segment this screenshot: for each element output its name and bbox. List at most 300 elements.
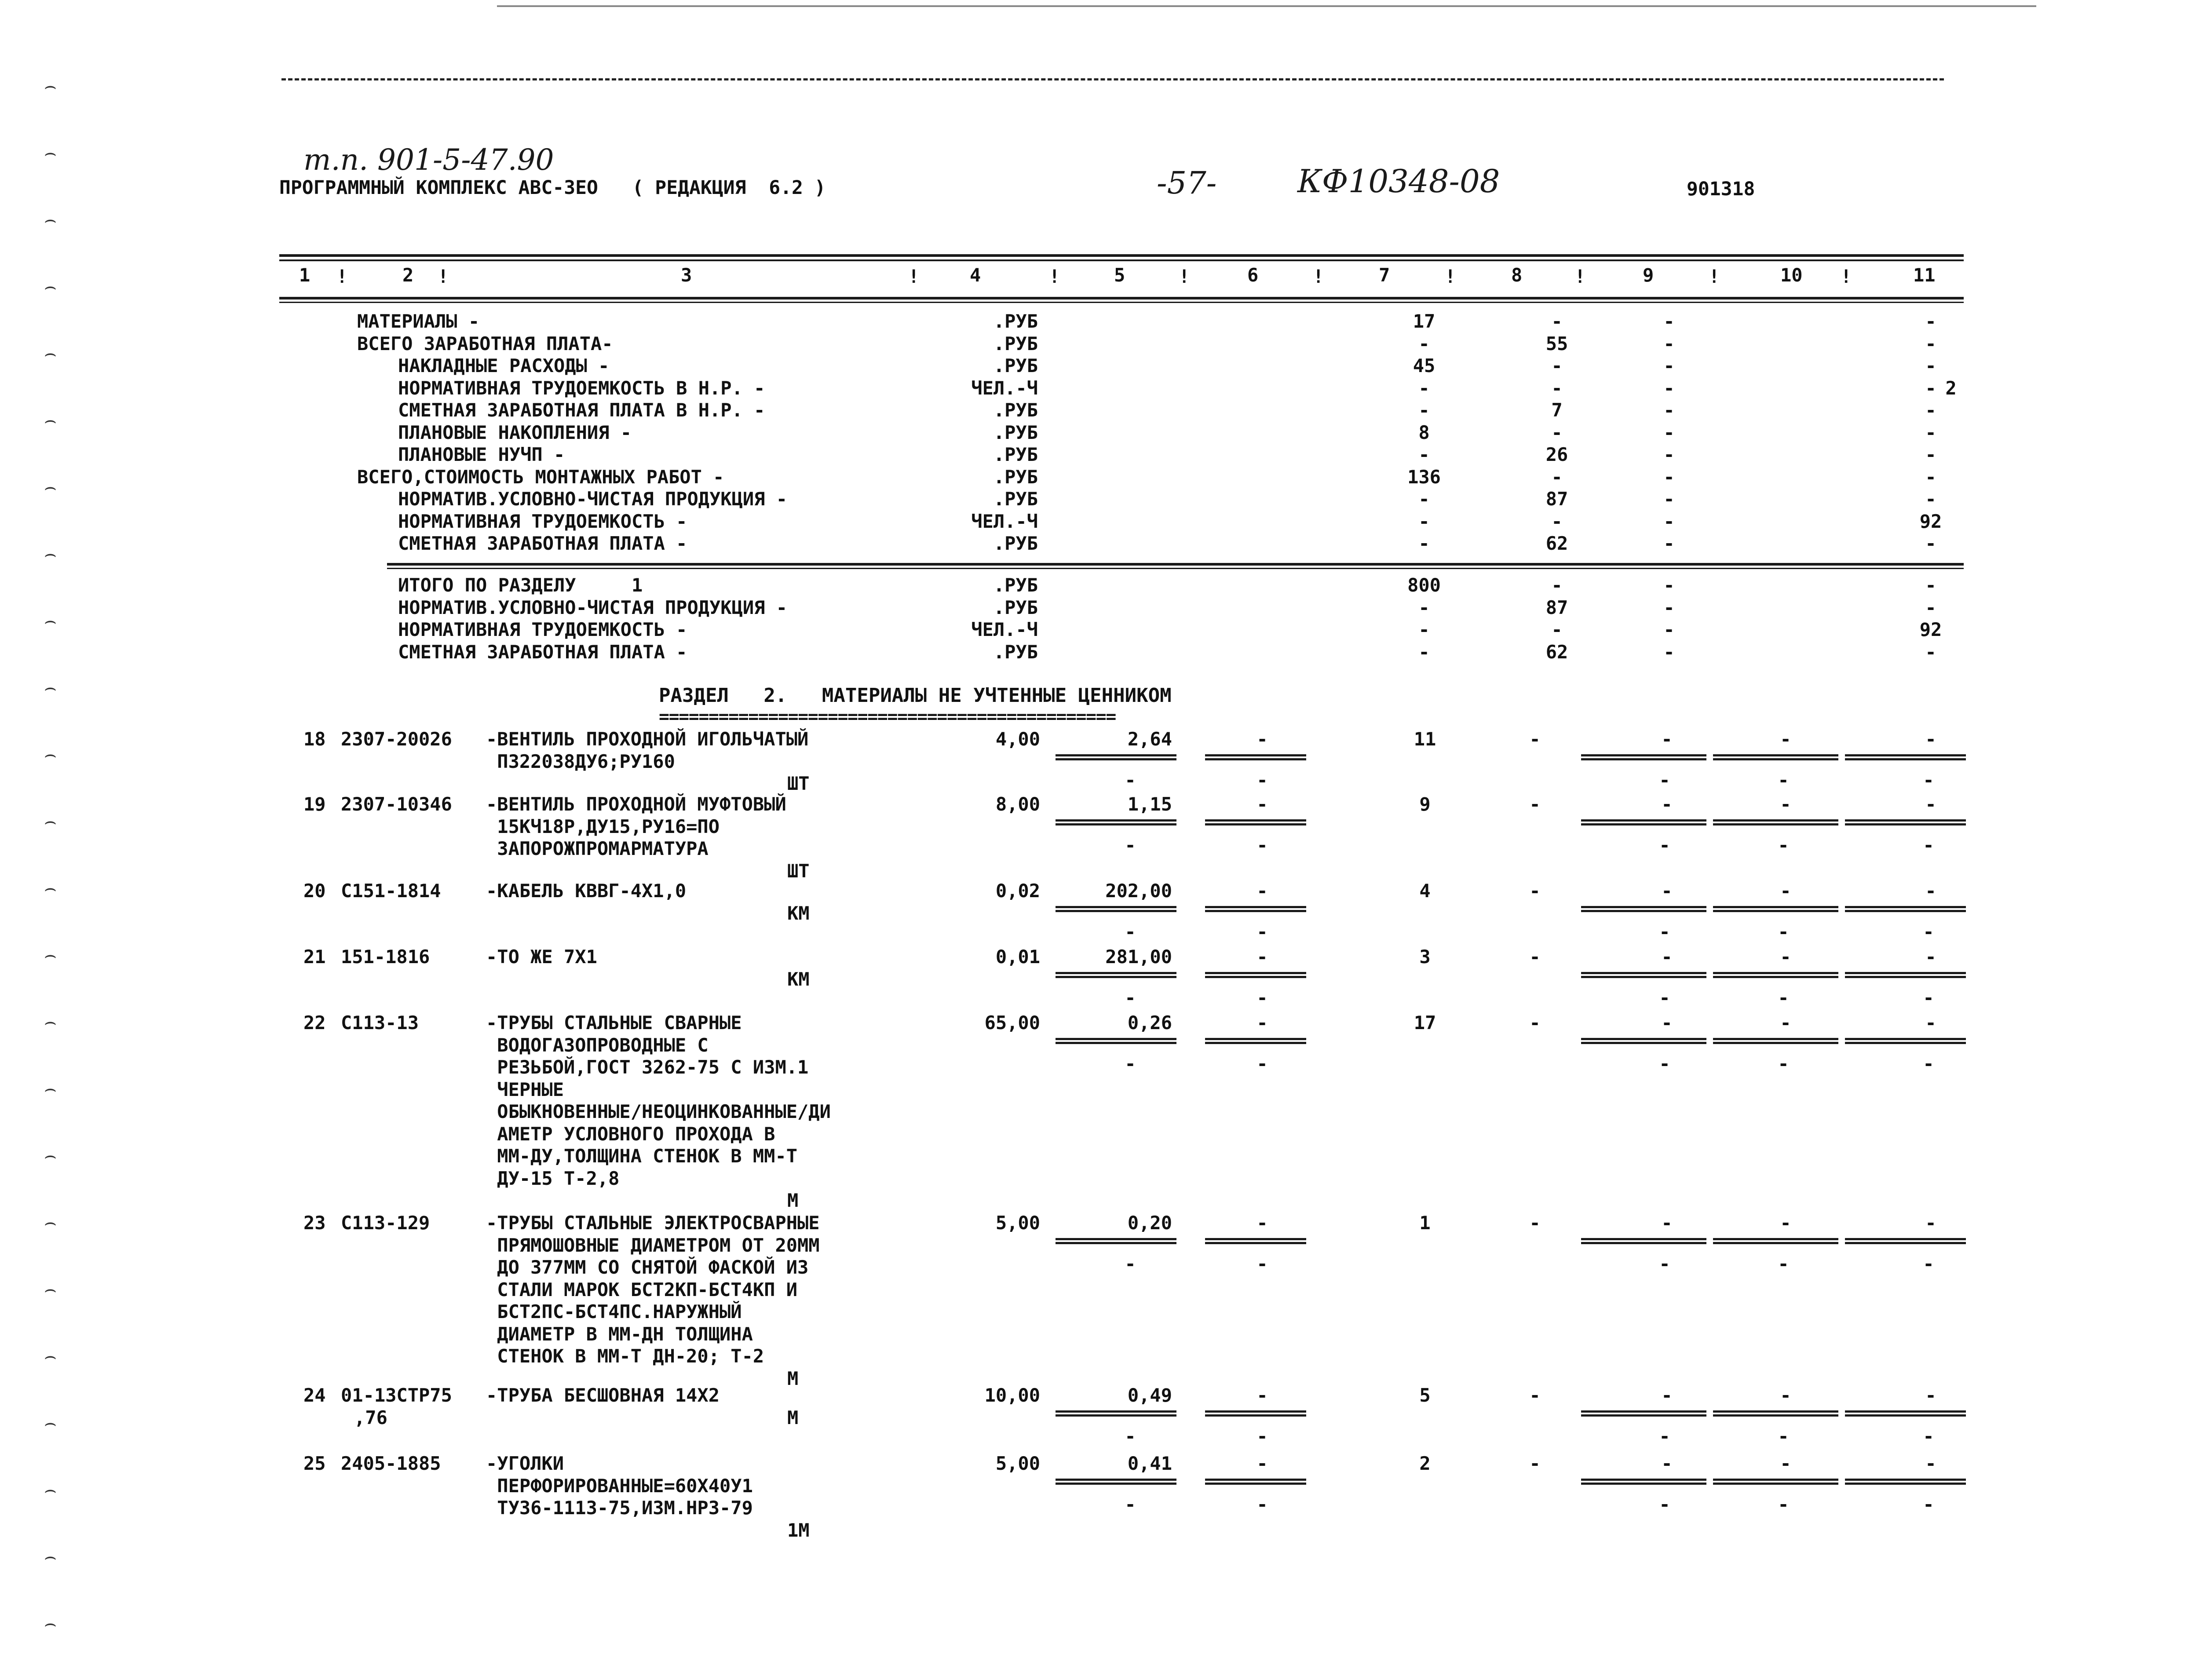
summary-value-c11: - xyxy=(1925,488,1936,510)
column-number: 2 xyxy=(402,264,414,286)
margin-mark: ⌢ xyxy=(44,1479,57,1501)
item-underline xyxy=(1581,906,1706,908)
item-subtotal-dash: - xyxy=(1659,1253,1670,1275)
item-description-line: ДУ-15 Т-2,8 xyxy=(486,1167,620,1189)
summary-label: НОРМАТИВНАЯ ТРУДОЕМКОСТЬ - xyxy=(398,510,687,532)
summary-value-c8: 26 xyxy=(1545,444,1568,465)
item-underline-2 xyxy=(1713,1414,1838,1417)
item-description-line: РЕЗЬБОЙ,ГОСТ 3262-75 С ИЗМ.1 xyxy=(486,1056,809,1078)
item-subtotal-dash: - xyxy=(1923,834,1934,856)
item-col11: - xyxy=(1925,1384,1936,1406)
item-underline-2 xyxy=(1581,823,1706,825)
column-number: 7 xyxy=(1379,264,1390,286)
item-description-line: -ВЕНТИЛЬ ПРОХОДНОЙ МУФТОВЫЙ xyxy=(486,793,786,815)
item-col6: - xyxy=(1257,1012,1268,1034)
column-separator: ! xyxy=(1313,266,1324,287)
summary-value-c7: - xyxy=(1418,488,1430,510)
item-col11: - xyxy=(1925,793,1936,815)
item-code: С151-1814 xyxy=(341,880,441,902)
item-subtotal-dash: - xyxy=(1923,1253,1934,1275)
item-col8: - xyxy=(1529,793,1541,815)
summary-value-c11: - xyxy=(1925,355,1936,376)
summary-value-c7: - xyxy=(1418,510,1430,532)
margin-mark: ⌢ xyxy=(44,1612,57,1635)
item-unit: ШТ xyxy=(787,860,810,882)
summary-value-c9: - xyxy=(1663,332,1675,354)
item-code: С113-129 xyxy=(341,1212,430,1234)
summary-value-c9: - xyxy=(1663,533,1675,554)
item-description-line: -КАБЕЛЬ КВВГ-4Х1,0 xyxy=(486,880,687,902)
item-col6: - xyxy=(1257,1384,1268,1406)
item-underline-2 xyxy=(1713,758,1838,760)
item-subtotal-dash: - xyxy=(1923,921,1934,942)
summary-value-c9: - xyxy=(1663,421,1675,443)
program-title: ПРОГРАММНЫЙ КОМПЛЕКС АВС-ЗЕО ( РЕДАКЦИЯ 6.2 ) xyxy=(279,177,826,199)
item-unit: ШТ xyxy=(787,773,810,794)
item-underline xyxy=(1581,819,1706,822)
item-col11: - xyxy=(1925,728,1936,750)
item-unit: М xyxy=(787,1190,799,1211)
item-subtotal-dash: - xyxy=(1659,1053,1670,1074)
item-underline xyxy=(1056,1238,1176,1240)
item-col7: 17 xyxy=(1414,1012,1436,1034)
item-code: 2307-10346 xyxy=(341,793,452,815)
summary-value-c8: - xyxy=(1551,310,1563,332)
item-col8: - xyxy=(1529,946,1541,968)
summary-value-c9: - xyxy=(1663,574,1675,596)
item-subtotal-dash: - xyxy=(1125,987,1136,1008)
item-underline xyxy=(1713,1410,1838,1413)
summary-value-c7: - xyxy=(1418,641,1430,663)
item-underline-2 xyxy=(1845,1483,1966,1485)
summary-separator xyxy=(387,563,1964,566)
table-top-rule xyxy=(279,254,1964,257)
item-description-line: ОБЫКНОВЕННЫЕ/НЕОЦИНКОВАННЫЕ/ДИ xyxy=(486,1101,831,1122)
summary-label: СМЕТНАЯ ЗАРАБОТНАЯ ПЛАТА - xyxy=(398,641,687,663)
summary-value-c8: - xyxy=(1551,355,1563,376)
item-underline-2 xyxy=(1845,823,1966,825)
section-title-underline: ============================================== xyxy=(659,707,1116,727)
item-number: 21 xyxy=(303,946,326,968)
item-underline xyxy=(1581,1479,1706,1481)
item-underline-2 xyxy=(1056,1042,1176,1044)
item-underline xyxy=(1845,1410,1966,1413)
margin-mark: ⌢ xyxy=(44,342,57,365)
item-description-line: АМЕТР УСЛОВНОГО ПРОХОДА В xyxy=(486,1123,775,1145)
item-subtotal-dash: - xyxy=(1923,1494,1934,1515)
handwritten-project-code: т.п. 901-5-47.90 xyxy=(303,143,554,177)
summary-label: НОРМАТИВНАЯ ТРУДОЕМКОСТЬ - xyxy=(398,619,687,640)
item-subtotal-dash: - xyxy=(1257,1425,1268,1447)
item-underline-2 xyxy=(1056,758,1176,760)
item-underline-2 xyxy=(1205,823,1306,825)
column-number: 5 xyxy=(1114,264,1125,286)
doc-number: 901318 xyxy=(1687,178,1755,200)
summary-label: НОРМАТИВ.УСЛОВНО-ЧИСТАЯ ПРОДУКЦИЯ - xyxy=(398,596,788,618)
summary-value-c8: - xyxy=(1551,574,1563,596)
item-code-continuation: ,76 xyxy=(354,1406,387,1428)
item-unit: 1М xyxy=(787,1519,810,1541)
summary-value-c11: - xyxy=(1925,596,1936,618)
summary-separator-2 xyxy=(387,568,1964,569)
item-col10: - xyxy=(1780,728,1791,750)
summary-value-c8: 62 xyxy=(1545,641,1568,663)
column-separator: ! xyxy=(1049,266,1060,287)
item-subtotal-dash: - xyxy=(1125,1494,1136,1515)
item-underline-2 xyxy=(1056,1242,1176,1244)
item-col9: - xyxy=(1661,880,1673,902)
item-col7: 9 xyxy=(1419,793,1431,815)
summary-value-c11: - xyxy=(1925,641,1936,663)
margin-mark: ⌢ xyxy=(44,1545,57,1568)
item-description-line: -ТО ЖЕ 7Х1 xyxy=(486,946,597,968)
item-col6: - xyxy=(1257,1212,1268,1234)
summary-label: НОРМАТИВ.УСЛОВНО-ЧИСТАЯ ПРОДУКЦИЯ - xyxy=(398,488,788,510)
scan-top-line xyxy=(497,5,2036,7)
item-col11: - xyxy=(1925,880,1936,902)
margin-mark: ⌢ xyxy=(44,1278,57,1300)
item-col9: - xyxy=(1661,1012,1673,1034)
item-underline xyxy=(1845,754,1966,756)
item-description-line: ЧЕРНЫЕ xyxy=(486,1078,564,1100)
item-subtotal-dash: - xyxy=(1778,987,1789,1008)
item-underline-2 xyxy=(1845,1042,1966,1044)
item-underline-2 xyxy=(1056,976,1176,978)
item-col6: - xyxy=(1257,1453,1268,1474)
item-underline xyxy=(1713,906,1838,908)
summary-value-c11: - xyxy=(1925,466,1936,488)
column-separator: ! xyxy=(1841,266,1852,287)
item-description-line: БСТ2ПС-БСТ4ПС.НАРУЖНЫЙ xyxy=(486,1301,742,1322)
item-underline xyxy=(1056,972,1176,974)
summary-value-c7: 17 xyxy=(1413,310,1436,332)
item-subtotal-dash: - xyxy=(1257,1494,1268,1515)
margin-mark: ⌢ xyxy=(44,1412,57,1434)
column-separator: ! xyxy=(1445,266,1456,287)
item-col9: - xyxy=(1661,793,1673,815)
item-number: 19 xyxy=(303,793,326,815)
margin-mark: ⌢ xyxy=(44,1011,57,1033)
summary-value-c11: - xyxy=(1925,399,1936,421)
summary-value-c9: - xyxy=(1663,596,1675,618)
item-underline xyxy=(1713,1479,1838,1481)
item-description-line: ВОДОГАЗОПРОВОДНЫЕ С xyxy=(486,1034,709,1056)
item-subtotal-dash: - xyxy=(1778,769,1789,791)
item-col10: - xyxy=(1780,1384,1791,1406)
item-col7: 1 xyxy=(1419,1212,1431,1234)
item-underline-2 xyxy=(1205,1042,1306,1044)
item-subtotal-dash: - xyxy=(1257,834,1268,856)
item-col9: - xyxy=(1661,1212,1673,1234)
item-subtotal-dash: - xyxy=(1778,1425,1789,1447)
item-underline-2 xyxy=(1205,1483,1306,1485)
summary-label: НАКЛАДНЫЕ РАСХОДЫ - xyxy=(398,355,610,376)
summary-value-c9: - xyxy=(1663,619,1675,640)
item-col8: - xyxy=(1529,1212,1541,1234)
summary-value-c9: - xyxy=(1663,399,1675,421)
item-code: 151-1816 xyxy=(341,946,430,968)
item-underline-2 xyxy=(1713,1483,1838,1485)
item-description-line: П322038ДУ6;РУ160 xyxy=(486,750,675,772)
item-underline-2 xyxy=(1845,1242,1966,1244)
item-col10: - xyxy=(1780,1212,1791,1234)
item-code: 01-13СТР75 xyxy=(341,1384,452,1406)
item-subtotal-dash: - xyxy=(1125,921,1136,942)
summary-label: СМЕТНАЯ ЗАРАБОТНАЯ ПЛАТА В Н.Р. - xyxy=(398,399,765,421)
summary-value-c9: - xyxy=(1663,488,1675,510)
summary-label: ВСЕГО ЗАРАБОТНАЯ ПЛАТА- xyxy=(357,332,613,354)
item-subtotal-dash: - xyxy=(1659,1425,1670,1447)
item-subtotal-dash: - xyxy=(1778,1053,1789,1074)
column-separator: ! xyxy=(1179,266,1190,287)
column-separator: ! xyxy=(908,266,920,287)
item-col6: - xyxy=(1257,946,1268,968)
item-description-line: ПЕРФОРИРОВАННЫЕ=60Х40У1 xyxy=(486,1475,753,1497)
column-header-rule-2 xyxy=(279,302,1964,303)
item-col8: - xyxy=(1529,1453,1541,1474)
summary-value-c9: - xyxy=(1663,641,1675,663)
summary-value-c8: - xyxy=(1551,510,1563,532)
item-subtotal-dash: - xyxy=(1778,1253,1789,1275)
summary-value-c8: - xyxy=(1551,466,1563,488)
item-underline-2 xyxy=(1713,976,1838,978)
summary-value-c9: - xyxy=(1663,510,1675,532)
summary-label: ИТОГО ПО РАЗДЕЛУ 1 xyxy=(398,574,643,596)
column-header-rule xyxy=(279,297,1964,299)
summary-value-c11: 92 xyxy=(1919,510,1942,532)
item-underline-2 xyxy=(1581,1042,1706,1044)
item-unit: М xyxy=(787,1406,799,1428)
item-col10: - xyxy=(1780,880,1791,902)
item-underline xyxy=(1713,1038,1838,1040)
margin-mark: ⌢ xyxy=(44,877,57,899)
item-underline-2 xyxy=(1056,910,1176,912)
item-underline xyxy=(1056,819,1176,822)
summary-value-c11: - xyxy=(1925,310,1936,332)
item-underline-2 xyxy=(1056,1483,1176,1485)
item-number: 24 xyxy=(303,1384,326,1406)
item-description-line: СТАЛИ МАРОК БСТ2КП-БСТ4КП И xyxy=(486,1278,798,1300)
summary-value-c7: - xyxy=(1418,533,1430,554)
handwritten-doc-number: КФ10348-08 xyxy=(1297,163,1500,200)
summary-value-c12: 2 xyxy=(1945,377,1957,399)
item-underline xyxy=(1056,906,1176,908)
summary-value-c11: - xyxy=(1925,574,1936,596)
item-underline-2 xyxy=(1581,1242,1706,1244)
item-underline xyxy=(1205,1479,1306,1481)
summary-value-c11: - xyxy=(1925,332,1936,354)
summary-label: МАТЕРИАЛЫ - xyxy=(357,310,480,332)
item-underline-2 xyxy=(1581,976,1706,978)
item-number: 18 xyxy=(303,728,326,750)
item-number: 22 xyxy=(303,1012,326,1034)
item-underline xyxy=(1713,819,1838,822)
summary-value-c7: - xyxy=(1418,444,1430,465)
item-description-line: ДО 377ММ СО СНЯТОЙ ФАСКОЙ ИЗ xyxy=(486,1256,809,1278)
item-underline xyxy=(1581,972,1706,974)
summary-value-c9: - xyxy=(1663,444,1675,465)
item-underline xyxy=(1205,1238,1306,1240)
item-col8: - xyxy=(1529,1012,1541,1034)
item-description-line: ДИАМЕТР В ММ-ДН ТОЛЩИНА xyxy=(486,1323,753,1345)
margin-mark: ⌢ xyxy=(44,208,57,231)
item-underline xyxy=(1056,1038,1176,1040)
item-underline xyxy=(1845,1038,1966,1040)
summary-value-c11: - xyxy=(1925,533,1936,554)
summary-value-c9: - xyxy=(1663,466,1675,488)
item-description-line: 15КЧ18Р,ДУ15,РУ16=ПО xyxy=(486,815,720,837)
item-underline xyxy=(1845,819,1966,822)
item-description-line: -ТРУБЫ СТАЛЬНЫЕ СВАРНЫЕ xyxy=(486,1012,742,1034)
item-subtotal-dash: - xyxy=(1659,769,1670,791)
margin-mark: ⌢ xyxy=(44,543,57,565)
item-underline xyxy=(1205,754,1306,756)
summary-value-c8: - xyxy=(1551,421,1563,443)
item-col9: - xyxy=(1661,1453,1673,1474)
item-col9: - xyxy=(1661,946,1673,968)
summary-value-c8: - xyxy=(1551,377,1563,399)
item-underline xyxy=(1845,972,1966,974)
margin-mark: ⌢ xyxy=(44,409,57,431)
item-unit: КМ xyxy=(787,968,810,990)
item-underline-2 xyxy=(1205,976,1306,978)
item-number: 20 xyxy=(303,880,326,902)
item-col10: - xyxy=(1780,946,1791,968)
margin-mark: ⌢ xyxy=(44,810,57,833)
column-number: 1 xyxy=(299,264,310,286)
item-subtotal-dash: - xyxy=(1257,1253,1268,1275)
summary-value-c11: 92 xyxy=(1919,619,1942,640)
column-number: 4 xyxy=(970,264,981,286)
item-underline-2 xyxy=(1713,910,1838,912)
item-description-line: СТЕНОК В ММ-Т ДН-20; Т-2 xyxy=(486,1345,764,1367)
item-underline xyxy=(1713,972,1838,974)
column-separator: ! xyxy=(1709,266,1720,287)
summary-value-c7: 800 xyxy=(1407,574,1441,596)
item-subtotal-dash: - xyxy=(1257,769,1268,791)
item-subtotal-dash: - xyxy=(1659,1494,1670,1515)
margin-mark: ⌢ xyxy=(44,1345,57,1367)
scan-edge-line xyxy=(281,78,1944,80)
summary-value-c9: - xyxy=(1663,377,1675,399)
item-subtotal-dash: - xyxy=(1257,1053,1268,1074)
item-underline-2 xyxy=(1713,1242,1838,1244)
item-subtotal-dash: - xyxy=(1659,921,1670,942)
item-subtotal-dash: - xyxy=(1923,769,1934,791)
summary-value-c8: 55 xyxy=(1545,332,1568,354)
item-subtotal-dash: - xyxy=(1257,921,1268,942)
summary-value-c7: - xyxy=(1418,619,1430,640)
summary-value-c8: - xyxy=(1551,619,1563,640)
item-underline-2 xyxy=(1581,1483,1706,1485)
item-number: 23 xyxy=(303,1212,326,1234)
item-subtotal-dash: - xyxy=(1125,1053,1136,1074)
column-number: 9 xyxy=(1643,264,1654,286)
item-col8: - xyxy=(1529,880,1541,902)
item-underline xyxy=(1713,1238,1838,1240)
item-subtotal-dash: - xyxy=(1778,1494,1789,1515)
summary-value-c7: - xyxy=(1418,596,1430,618)
item-underline-2 xyxy=(1845,910,1966,912)
summary-label: НОРМАТИВНАЯ ТРУДОЕМКОСТЬ В Н.Р. - xyxy=(398,377,765,399)
item-underline-2 xyxy=(1581,758,1706,760)
item-col8: - xyxy=(1529,728,1541,750)
column-number: 10 xyxy=(1780,264,1803,286)
summary-value-c7: - xyxy=(1418,377,1430,399)
item-description-line: -ТРУБЫ СТАЛЬНЫЕ ЭЛЕКТРОСВАРНЫЕ xyxy=(486,1212,820,1234)
item-subtotal-dash: - xyxy=(1923,1425,1934,1447)
item-col11: - xyxy=(1925,1453,1936,1474)
item-underline-2 xyxy=(1845,976,1966,978)
column-separator: ! xyxy=(336,266,348,287)
margin-mark: ⌢ xyxy=(44,676,57,699)
item-underline xyxy=(1205,819,1306,822)
summary-value-c7: 8 xyxy=(1418,421,1430,443)
item-underline-2 xyxy=(1205,1242,1306,1244)
summary-value-c7: - xyxy=(1418,332,1430,354)
summary-value-c11: - xyxy=(1925,421,1936,443)
item-description-line: ММ-ДУ,ТОЛЩИНА СТЕНОК В ММ-Т xyxy=(486,1145,798,1167)
item-col11: - xyxy=(1925,1012,1936,1034)
item-col11: - xyxy=(1925,946,1936,968)
item-description-line: ПРЯМОШОВНЫЕ ДИАМЕТРОМ ОТ 20ММ xyxy=(486,1234,820,1256)
item-col6: - xyxy=(1257,728,1268,750)
column-separator: ! xyxy=(1574,266,1586,287)
item-subtotal-dash: - xyxy=(1257,987,1268,1008)
item-subtotal-dash: - xyxy=(1125,1425,1136,1447)
column-number: 6 xyxy=(1247,264,1259,286)
item-number: 25 xyxy=(303,1453,326,1474)
item-description-line: -ТРУБА БЕСШОВНАЯ 14Х2 xyxy=(486,1384,720,1406)
margin-mark: ⌢ xyxy=(44,610,57,632)
margin-mark: ⌢ xyxy=(44,1144,57,1167)
item-underline xyxy=(1205,972,1306,974)
item-subtotal-dash: - xyxy=(1923,1053,1934,1074)
item-col7: 11 xyxy=(1414,728,1436,750)
item-col6: - xyxy=(1257,793,1268,815)
item-underline-2 xyxy=(1205,1414,1306,1417)
column-number: 8 xyxy=(1511,264,1523,286)
item-underline xyxy=(1205,1038,1306,1040)
item-description-line: -ВЕНТИЛЬ ПРОХОДНОЙ ИГОЛЬЧАТЫЙ xyxy=(486,728,809,750)
item-subtotal-dash: - xyxy=(1659,834,1670,856)
item-underline-2 xyxy=(1581,1414,1706,1417)
margin-mark: ⌢ xyxy=(44,75,57,97)
item-underline xyxy=(1845,1238,1966,1240)
item-underline xyxy=(1205,1410,1306,1413)
item-col6: - xyxy=(1257,880,1268,902)
item-col10: - xyxy=(1780,793,1791,815)
summary-label: ПЛАНОВЫЕ НУЧП - xyxy=(398,444,565,465)
item-col8: - xyxy=(1529,1384,1541,1406)
item-subtotal-dash: - xyxy=(1778,834,1789,856)
item-subtotal-dash: - xyxy=(1125,834,1136,856)
item-code: 2405-1885 xyxy=(341,1453,441,1474)
item-underline xyxy=(1581,1038,1706,1040)
item-underline xyxy=(1713,754,1838,756)
section-title: РАЗДЕЛ 2. МАТЕРИАЛЫ НЕ УЧТЕННЫЕ ЦЕННИКОМ xyxy=(659,684,1172,707)
summary-label: СМЕТНАЯ ЗАРАБОТНАЯ ПЛАТА - xyxy=(398,533,687,554)
summary-label: ВСЕГО,СТОИМОСТЬ МОНТАЖНЫХ РАБОТ - xyxy=(357,466,724,488)
item-underline-2 xyxy=(1845,758,1966,760)
item-col9: - xyxy=(1661,728,1673,750)
summary-value-c9: - xyxy=(1663,310,1675,332)
summary-value-c8: 7 xyxy=(1551,399,1563,421)
item-underline xyxy=(1056,1410,1176,1413)
item-underline-2 xyxy=(1845,1414,1966,1417)
item-underline-2 xyxy=(1205,910,1306,912)
item-underline xyxy=(1056,754,1176,756)
